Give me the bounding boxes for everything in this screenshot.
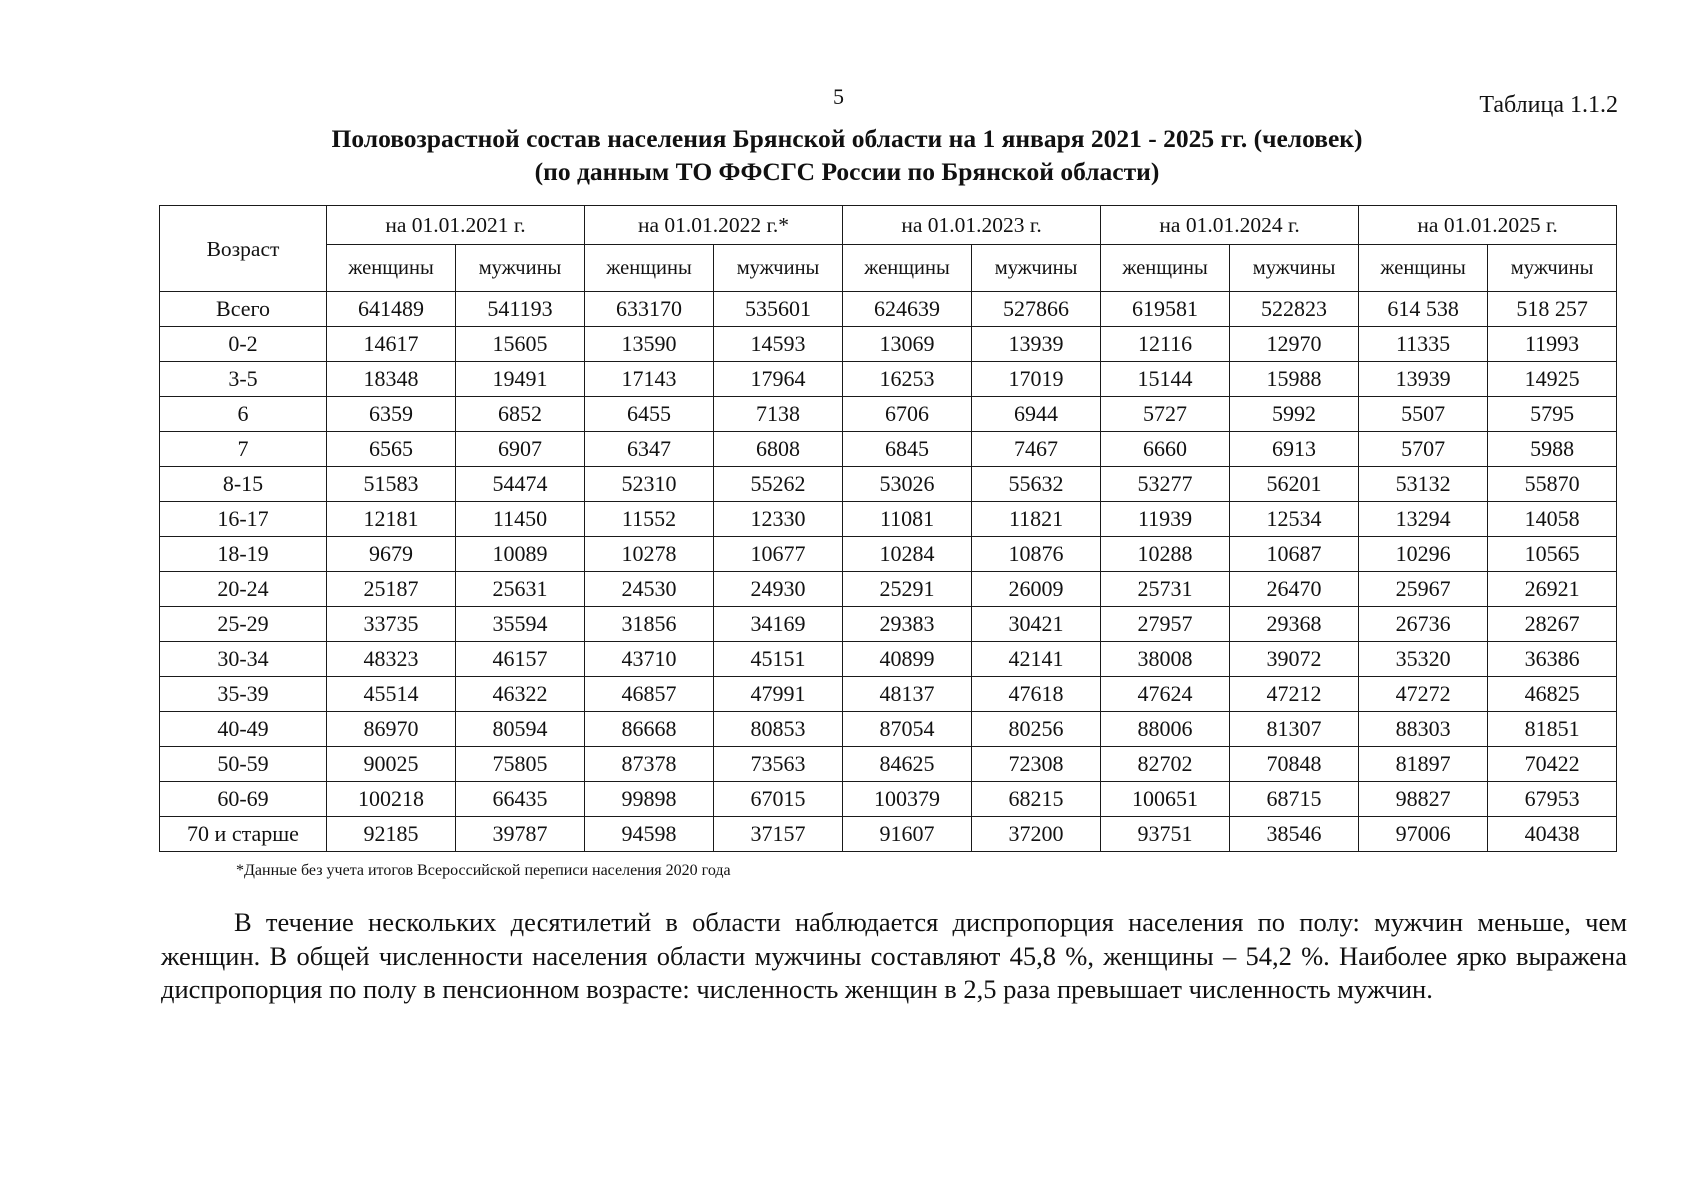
period-header: на 01.01.2022 г.* [585,206,843,245]
male-count-cell: 14925 [1488,362,1617,397]
female-count-cell: 6359 [327,397,456,432]
male-count-cell: 35594 [456,607,585,642]
female-count-cell: 90025 [327,747,456,782]
female-count-cell: 619581 [1101,292,1230,327]
female-count-cell: 100651 [1101,782,1230,817]
female-count-cell: 48323 [327,642,456,677]
table-row [160,642,1617,677]
table-row [160,397,1617,432]
female-count-cell: 6347 [585,432,714,467]
female-count-cell: 93751 [1101,817,1230,852]
male-count-cell: 17964 [714,362,843,397]
male-count-cell: 13939 [972,327,1101,362]
female-count-cell: 5507 [1359,397,1488,432]
female-count-cell: 86668 [585,712,714,747]
male-count-cell: 527866 [972,292,1101,327]
male-count-cell: 12970 [1230,327,1359,362]
body-paragraph: В течение нескольких десятилетий в области наблюдается диспропорция населения по полу: мужчин меньше, чем женщин. В общей численности населения области мужчины составляют 45,8 %, женщины – 54,2 %. Наиболее ярко выражена диспропорция по полу в пенсионном возрасте: численность женщин в 2,5 раза превышает численность мужчин. [161,907,1627,1004]
table-row [160,327,1617,362]
male-count-cell: 6808 [714,432,843,467]
table-row [160,292,1617,327]
female-count-cell: 81897 [1359,747,1488,782]
female-count-cell: 10284 [843,537,972,572]
table-body [160,292,1617,852]
period-header: на 01.01.2024 г. [1101,206,1359,245]
table-row [160,502,1617,537]
female-column-header: женщины [585,245,714,292]
male-count-cell: 5795 [1488,397,1617,432]
table-row [160,537,1617,572]
female-count-cell: 6565 [327,432,456,467]
age-group-cell: 20-24 [160,572,327,607]
female-count-cell: 9679 [327,537,456,572]
female-count-cell: 88303 [1359,712,1488,747]
female-count-cell: 26736 [1359,607,1488,642]
male-count-cell: 70422 [1488,747,1617,782]
male-count-cell: 72308 [972,747,1101,782]
female-count-cell: 45514 [327,677,456,712]
table-subtitle: (по данным ТО ФФСГС России по Брянской области) [534,157,1160,186]
female-count-cell: 97006 [1359,817,1488,852]
male-count-cell: 80594 [456,712,585,747]
male-count-cell: 11821 [972,502,1101,537]
female-count-cell: 24530 [585,572,714,607]
male-count-cell: 39072 [1230,642,1359,677]
female-count-cell: 16253 [843,362,972,397]
female-count-cell: 100379 [843,782,972,817]
age-group-cell: 35-39 [160,677,327,712]
male-count-cell: 7467 [972,432,1101,467]
female-count-cell: 18348 [327,362,456,397]
male-count-cell: 518 257 [1488,292,1617,327]
female-count-cell: 27957 [1101,607,1230,642]
male-count-cell: 17019 [972,362,1101,397]
female-count-cell: 25291 [843,572,972,607]
male-count-cell: 6913 [1230,432,1359,467]
female-count-cell: 10288 [1101,537,1230,572]
table-label: Таблица 1.1.2 [1479,92,1618,118]
female-count-cell: 25967 [1359,572,1488,607]
table-row [160,572,1617,607]
female-count-cell: 51583 [327,467,456,502]
male-count-cell: 10687 [1230,537,1359,572]
male-count-cell: 26470 [1230,572,1359,607]
male-count-cell: 11450 [456,502,585,537]
male-count-cell: 46825 [1488,677,1617,712]
female-count-cell: 6706 [843,397,972,432]
age-group-cell: 7 [160,432,327,467]
female-count-cell: 87054 [843,712,972,747]
male-count-cell: 39787 [456,817,585,852]
female-count-cell: 5707 [1359,432,1488,467]
male-count-cell: 37200 [972,817,1101,852]
male-count-cell: 47212 [1230,677,1359,712]
female-count-cell: 624639 [843,292,972,327]
male-count-cell: 15605 [456,327,585,362]
male-count-cell: 14058 [1488,502,1617,537]
header-row-periods [160,206,1617,245]
male-count-cell: 6907 [456,432,585,467]
female-count-cell: 15144 [1101,362,1230,397]
female-count-cell: 33735 [327,607,456,642]
age-group-cell: 70 и старше [160,817,327,852]
female-count-cell: 40899 [843,642,972,677]
male-count-cell: 36386 [1488,642,1617,677]
table-row [160,677,1617,712]
table-row [160,467,1617,502]
male-count-cell: 12330 [714,502,843,537]
header-row-sex [160,245,1617,292]
male-count-cell: 73563 [714,747,843,782]
male-count-cell: 7138 [714,397,843,432]
female-count-cell: 84625 [843,747,972,782]
female-count-cell: 6455 [585,397,714,432]
female-count-cell: 13069 [843,327,972,362]
female-count-cell: 92185 [327,817,456,852]
female-column-header: женщины [843,245,972,292]
male-column-header: мужчины [456,245,585,292]
male-count-cell: 67953 [1488,782,1617,817]
male-count-cell: 24930 [714,572,843,607]
male-count-cell: 5992 [1230,397,1359,432]
female-count-cell: 6845 [843,432,972,467]
female-count-cell: 98827 [1359,782,1488,817]
table-row [160,432,1617,467]
age-group-cell: 50-59 [160,747,327,782]
male-count-cell: 46157 [456,642,585,677]
male-column-header: мужчины [1230,245,1359,292]
age-group-cell: 30-34 [160,642,327,677]
male-count-cell: 10565 [1488,537,1617,572]
female-count-cell: 47272 [1359,677,1488,712]
female-count-cell: 6660 [1101,432,1230,467]
female-count-cell: 10278 [585,537,714,572]
male-count-cell: 15988 [1230,362,1359,397]
male-column-header: мужчины [714,245,843,292]
male-count-cell: 28267 [1488,607,1617,642]
female-count-cell: 11335 [1359,327,1488,362]
female-count-cell: 11552 [585,502,714,537]
male-count-cell: 46322 [456,677,585,712]
female-count-cell: 25731 [1101,572,1230,607]
table-footnote: *Данные без учета итогов Всероссийской переписи населения 2020 года [236,862,731,879]
female-count-cell: 5727 [1101,397,1230,432]
male-count-cell: 75805 [456,747,585,782]
period-header: на 01.01.2021 г. [327,206,585,245]
female-count-cell: 94598 [585,817,714,852]
female-count-cell: 52310 [585,467,714,502]
age-column-header: Возраст [160,206,327,292]
male-count-cell: 14593 [714,327,843,362]
age-group-cell: 0-2 [160,327,327,362]
male-count-cell: 56201 [1230,467,1359,502]
male-count-cell: 80853 [714,712,843,747]
table-row [160,362,1617,397]
male-column-header: мужчины [1488,245,1617,292]
male-count-cell: 10876 [972,537,1101,572]
female-count-cell: 13939 [1359,362,1488,397]
female-count-cell: 17143 [585,362,714,397]
female-count-cell: 633170 [585,292,714,327]
age-group-cell: 18-19 [160,537,327,572]
period-header: на 01.01.2023 г. [843,206,1101,245]
female-count-cell: 99898 [585,782,714,817]
female-count-cell: 47624 [1101,677,1230,712]
female-count-cell: 88006 [1101,712,1230,747]
male-count-cell: 68215 [972,782,1101,817]
female-count-cell: 11081 [843,502,972,537]
male-count-cell: 81851 [1488,712,1617,747]
male-count-cell: 10089 [456,537,585,572]
male-count-cell: 55870 [1488,467,1617,502]
male-count-cell: 70848 [1230,747,1359,782]
age-group-cell: 25-29 [160,607,327,642]
female-count-cell: 100218 [327,782,456,817]
table-row [160,712,1617,747]
age-group-cell: Всего [160,292,327,327]
male-column-header: мужчины [972,245,1101,292]
male-count-cell: 55262 [714,467,843,502]
female-count-cell: 87378 [585,747,714,782]
table-row [160,817,1617,852]
male-count-cell: 34169 [714,607,843,642]
female-count-cell: 53132 [1359,467,1488,502]
male-count-cell: 541193 [456,292,585,327]
male-count-cell: 30421 [972,607,1101,642]
period-header: на 01.01.2025 г. [1359,206,1617,245]
female-count-cell: 14617 [327,327,456,362]
table-row [160,607,1617,642]
page-number: 5 [833,84,844,109]
female-count-cell: 614 538 [1359,292,1488,327]
female-count-cell: 38008 [1101,642,1230,677]
male-count-cell: 10677 [714,537,843,572]
male-count-cell: 47618 [972,677,1101,712]
female-count-cell: 641489 [327,292,456,327]
female-count-cell: 53277 [1101,467,1230,502]
male-count-cell: 5988 [1488,432,1617,467]
female-column-header: женщины [1359,245,1488,292]
table-row [160,782,1617,817]
female-count-cell: 11939 [1101,502,1230,537]
table-row [160,747,1617,782]
age-group-cell: 60-69 [160,782,327,817]
age-group-cell: 8-15 [160,467,327,502]
age-group-cell: 6 [160,397,327,432]
female-count-cell: 10296 [1359,537,1488,572]
female-count-cell: 13294 [1359,502,1488,537]
female-count-cell: 31856 [585,607,714,642]
male-count-cell: 26009 [972,572,1101,607]
female-column-header: женщины [1101,245,1230,292]
male-count-cell: 37157 [714,817,843,852]
age-group-cell: 16-17 [160,502,327,537]
female-count-cell: 46857 [585,677,714,712]
female-count-cell: 35320 [1359,642,1488,677]
female-count-cell: 48137 [843,677,972,712]
female-count-cell: 82702 [1101,747,1230,782]
male-count-cell: 522823 [1230,292,1359,327]
table-title: Половозрастной состав населения Брянской области на 1 января 2021 - 2025 гг. (человек) [331,124,1363,153]
female-count-cell: 25187 [327,572,456,607]
female-count-cell: 29383 [843,607,972,642]
male-count-cell: 55632 [972,467,1101,502]
female-column-header: женщины [327,245,456,292]
male-count-cell: 29368 [1230,607,1359,642]
male-count-cell: 80256 [972,712,1101,747]
male-count-cell: 26921 [1488,572,1617,607]
female-count-cell: 91607 [843,817,972,852]
male-count-cell: 38546 [1230,817,1359,852]
male-count-cell: 67015 [714,782,843,817]
male-count-cell: 68715 [1230,782,1359,817]
female-count-cell: 13590 [585,327,714,362]
male-count-cell: 19491 [456,362,585,397]
female-count-cell: 53026 [843,467,972,502]
male-count-cell: 54474 [456,467,585,502]
male-count-cell: 81307 [1230,712,1359,747]
female-count-cell: 43710 [585,642,714,677]
male-count-cell: 11993 [1488,327,1617,362]
age-group-cell: 40-49 [160,712,327,747]
male-count-cell: 6852 [456,397,585,432]
male-count-cell: 535601 [714,292,843,327]
male-count-cell: 6944 [972,397,1101,432]
male-count-cell: 66435 [456,782,585,817]
male-count-cell: 40438 [1488,817,1617,852]
male-count-cell: 47991 [714,677,843,712]
male-count-cell: 25631 [456,572,585,607]
age-group-cell: 3-5 [160,362,327,397]
male-count-cell: 45151 [714,642,843,677]
population-table [159,205,1617,852]
female-count-cell: 12181 [327,502,456,537]
female-count-cell: 12116 [1101,327,1230,362]
male-count-cell: 42141 [972,642,1101,677]
male-count-cell: 12534 [1230,502,1359,537]
female-count-cell: 86970 [327,712,456,747]
